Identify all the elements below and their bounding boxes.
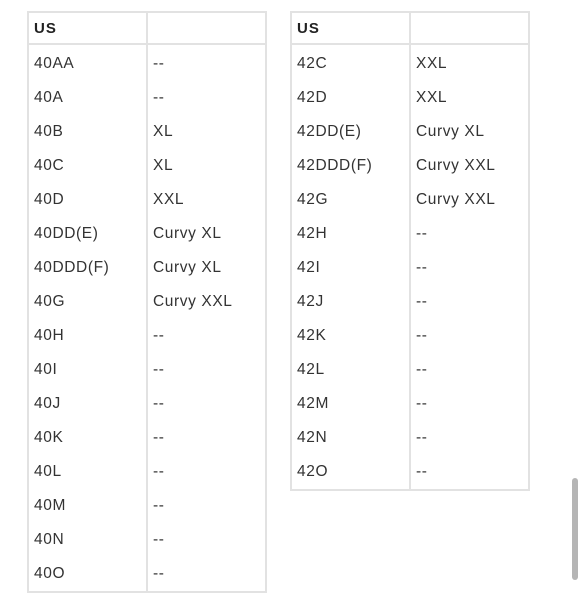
table-row: [28, 387, 266, 421]
table-row: [28, 489, 266, 523]
size-cell: XL: [147, 115, 266, 149]
size-cell: --: [147, 489, 266, 523]
us-size-cell: 42DDD(F): [291, 149, 410, 183]
scrollbar-thumb[interactable]: [572, 478, 578, 580]
table-header-row: [28, 12, 266, 44]
us-size-cell: 40G: [28, 285, 147, 319]
table-row: [291, 183, 529, 217]
us-size-cell: 42J: [291, 285, 410, 319]
table-row: [291, 44, 529, 81]
table-row: [291, 81, 529, 115]
size-cell: --: [410, 251, 529, 285]
table-row: [28, 421, 266, 455]
us-size-cell: 42I: [291, 251, 410, 285]
us-size-cell: 40A: [28, 81, 147, 115]
table-row: [291, 149, 529, 183]
table-row: [291, 285, 529, 319]
us-size-cell: 40D: [28, 183, 147, 217]
size-cell: XL: [147, 149, 266, 183]
header-us: US: [28, 12, 147, 44]
size-cell: Curvy XXL: [410, 149, 529, 183]
size-cell: --: [147, 523, 266, 557]
table-row: [291, 251, 529, 285]
size-cell: --: [147, 81, 266, 115]
us-size-cell: 42G: [291, 183, 410, 217]
us-size-cell: 40DDD(F): [28, 251, 147, 285]
table-row: [28, 183, 266, 217]
table-row: [291, 217, 529, 251]
table-row: [28, 115, 266, 149]
us-size-cell: 42N: [291, 421, 410, 455]
us-size-cell: 40AA: [28, 44, 147, 81]
table-row: [28, 285, 266, 319]
size-cell: --: [147, 557, 266, 592]
us-size-cell: 42C: [291, 44, 410, 81]
size-cell: --: [410, 421, 529, 455]
size-cell: --: [410, 353, 529, 387]
table-body-right: [291, 44, 529, 490]
size-cell: --: [410, 455, 529, 490]
table-row: [291, 387, 529, 421]
us-size-cell: 42DD(E): [291, 115, 410, 149]
size-cell: --: [147, 387, 266, 421]
us-size-cell: 40C: [28, 149, 147, 183]
size-cell: --: [410, 285, 529, 319]
size-table-right: [290, 11, 530, 491]
table-row: [291, 353, 529, 387]
table-row: [28, 319, 266, 353]
table-row: [291, 421, 529, 455]
table-row: [28, 523, 266, 557]
size-cell: Curvy XXL: [410, 183, 529, 217]
us-size-cell: 42O: [291, 455, 410, 490]
size-cell: --: [410, 387, 529, 421]
table-row: [28, 455, 266, 489]
us-size-cell: 42M: [291, 387, 410, 421]
header-size: [147, 12, 266, 44]
size-cell: --: [147, 319, 266, 353]
us-size-cell: 42K: [291, 319, 410, 353]
us-size-cell: 40J: [28, 387, 147, 421]
size-cell: Curvy XL: [147, 217, 266, 251]
size-cell: --: [147, 353, 266, 387]
us-size-cell: 40L: [28, 455, 147, 489]
us-size-cell: 40DD(E): [28, 217, 147, 251]
us-size-cell: 42H: [291, 217, 410, 251]
size-cell: XXL: [410, 44, 529, 81]
table-row: [291, 455, 529, 490]
us-size-cell: 42L: [291, 353, 410, 387]
us-size-cell: 42D: [291, 81, 410, 115]
size-cell: --: [410, 217, 529, 251]
table-row: [28, 81, 266, 115]
table-row: [28, 217, 266, 251]
size-cell: --: [410, 319, 529, 353]
table-row: [28, 44, 266, 81]
table-row: [28, 557, 266, 592]
size-cell: Curvy XL: [147, 251, 266, 285]
table-row: [28, 251, 266, 285]
us-size-cell: 40M: [28, 489, 147, 523]
us-size-cell: 40B: [28, 115, 147, 149]
us-size-cell: 40K: [28, 421, 147, 455]
table-body-left: [28, 44, 266, 592]
table-row: [291, 115, 529, 149]
size-cell: --: [147, 44, 266, 81]
header-us: US: [291, 12, 410, 44]
size-cell: Curvy XL: [410, 115, 529, 149]
size-cell: XXL: [410, 81, 529, 115]
table-row: [291, 319, 529, 353]
size-cell: --: [147, 455, 266, 489]
us-size-cell: 40N: [28, 523, 147, 557]
table-row: [28, 353, 266, 387]
header-size: [410, 12, 529, 44]
us-size-cell: 40I: [28, 353, 147, 387]
us-size-cell: 40H: [28, 319, 147, 353]
size-cell: --: [147, 421, 266, 455]
table-row: [28, 149, 266, 183]
size-cell: Curvy XXL: [147, 285, 266, 319]
us-size-cell: 40O: [28, 557, 147, 592]
size-table-left: [27, 11, 267, 593]
size-cell: XXL: [147, 183, 266, 217]
table-header-row: [291, 12, 529, 44]
